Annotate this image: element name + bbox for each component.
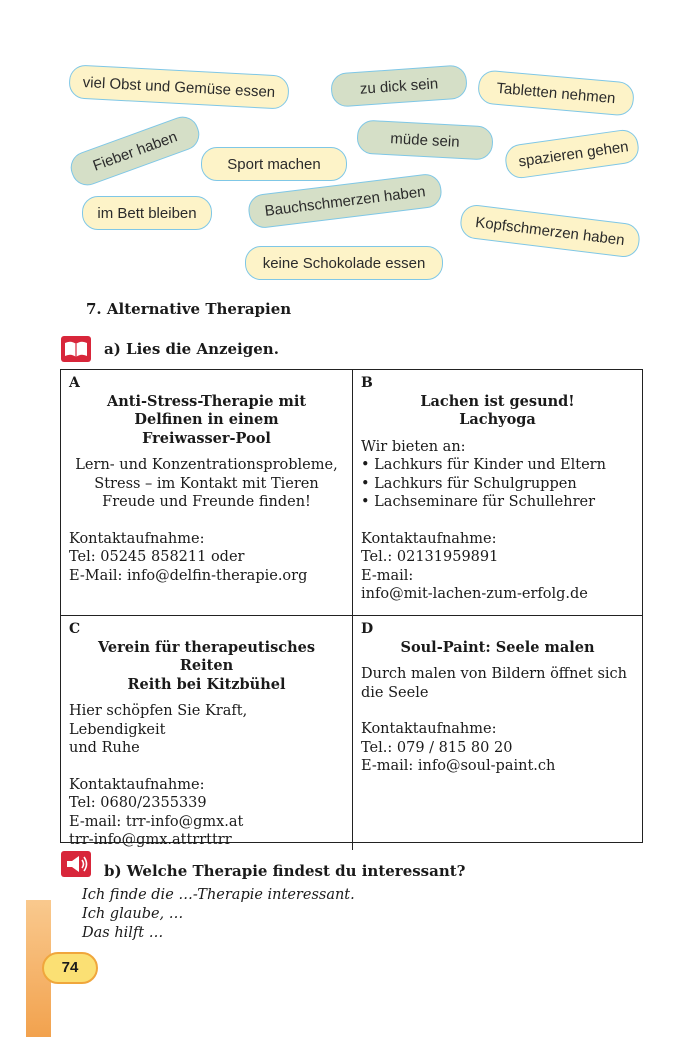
- ad-letter: A: [69, 375, 80, 391]
- task-b-heading: b) Welche Therapie findest du interessant?: [104, 862, 466, 880]
- ad-contact: Kontaktaufnahme: Tel: 0680/2355339 E-mail: trr-info@gmx.at trr-info@gmx.attrrttrr: [69, 776, 244, 848]
- ad-body: Hier schöpfen Sie Kraft, Lebendigkeit und Ruhe: [69, 703, 248, 756]
- word-chip: zu dick sein: [330, 64, 468, 107]
- word-chip: viel Obst und Gemüse essen: [68, 64, 289, 109]
- ad-contact: Kontaktaufnahme: Tel.: 02131959891 E-mail: info@mit-lachen-zum-erfolg.de: [361, 530, 588, 602]
- example-phrases: Ich finde die …-Therapie interessant. Ich glaube, … Das hilft …: [82, 887, 355, 941]
- ad-intro: Wir bieten an:: [361, 438, 466, 455]
- word-chip: Kopfschmerzen haben: [459, 203, 642, 259]
- ad-letter: D: [361, 621, 374, 637]
- ad-title: Anti-Stress-Therapie mit Delfinen in einem Freiwasser-Pool: [106, 392, 307, 447]
- ad-title: Verein für therapeutisches Reiten Reith bei Kitzbühel: [97, 638, 316, 693]
- word-chip: Fieber haben: [66, 112, 204, 190]
- ad-title: Soul-Paint: Seele malen: [400, 638, 595, 656]
- word-chip: müde sein: [356, 119, 494, 160]
- page-number: 74: [42, 952, 98, 984]
- ad-a: [61, 370, 353, 616]
- task-a-heading: a) Lies die Anzeigen.: [104, 340, 279, 358]
- ad-body: Durch malen von Bildern öffnet sich die Seele: [361, 666, 627, 701]
- ad-title: Lachen ist gesund! Lachyoga: [420, 392, 575, 428]
- ad-letter: C: [69, 621, 81, 637]
- word-chip: im Bett bleiben: [82, 196, 212, 230]
- ad-letter: B: [361, 375, 373, 391]
- ad-b: [353, 370, 642, 616]
- speaker-icon: [61, 851, 91, 877]
- word-chip: keine Schokolade essen: [245, 246, 443, 280]
- ads-table: [60, 369, 643, 848]
- ad-c: [61, 616, 353, 850]
- ad-contact: Kontaktaufnahme: Tel: 05245 858211 oder E-Mail: info@delfin-therapie.org: [69, 530, 308, 584]
- ad-bullet-list: • Lachkurs für Kinder und Eltern • Lachkurs für Schulgruppen • Lachseminare für Schullehrer: [361, 456, 634, 512]
- ad-contact: Kontaktaufnahme: Tel.: 079 / 815 80 20 E-mail: info@soul-paint.ch: [361, 721, 556, 774]
- section-title: 7. Alternative Therapien: [86, 300, 292, 318]
- word-chip: spazieren gehen: [503, 128, 640, 180]
- word-chip: Tabletten nehmen: [477, 69, 635, 116]
- ad-body: Lern- und Konzentrationsprobleme, Stress – im Kontakt mit Tieren Freude und Freunde finden!: [75, 457, 338, 510]
- word-chip: Bauchschmerzen haben: [247, 172, 444, 229]
- word-chip: Sport machen: [201, 147, 347, 181]
- book-icon: [61, 336, 91, 362]
- ad-d: [353, 616, 642, 850]
